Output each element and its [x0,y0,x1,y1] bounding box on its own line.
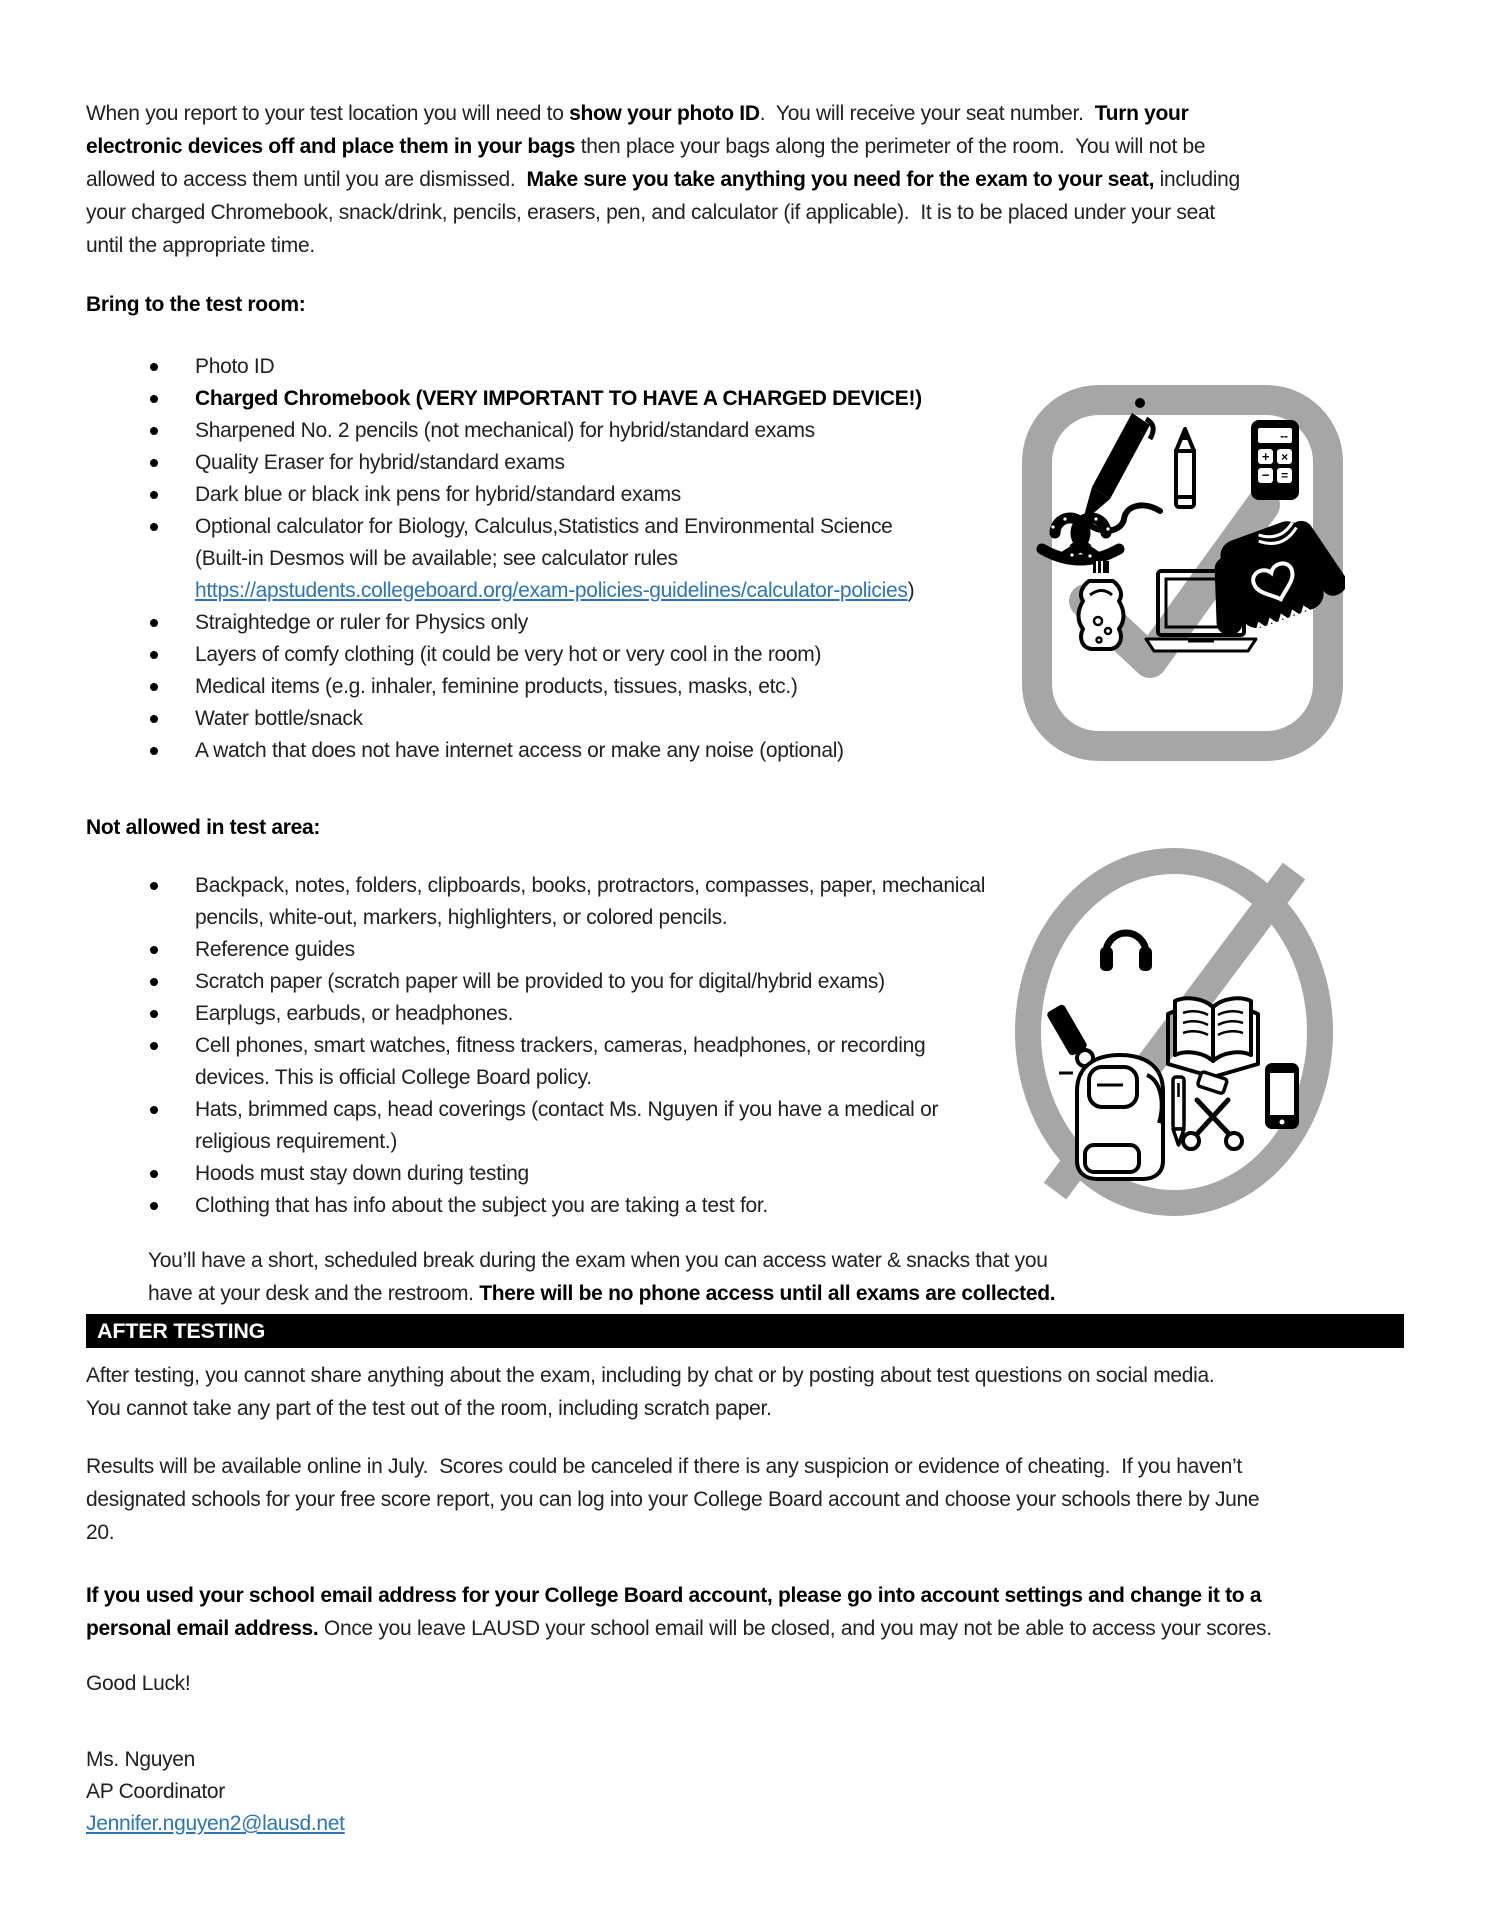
text-line: Backpack, notes, folders, clipboards, books, protractors, compasses, paper, mechanical [195,874,986,897]
list-item [86,511,931,607]
signature-title: AP Coordinator [86,1780,225,1803]
text-line: Hoods must stay down during testing [195,1162,529,1185]
list-item [86,383,931,415]
text-line: Scratch paper (scratch paper will be provided to you for digital/hybrid exams) [195,970,885,993]
list-item [86,1094,986,1158]
text-line: A watch that does not have internet access or make any noise (optional) [195,739,844,762]
calculator-icon [1251,420,1299,500]
text-line: After testing, you cannot share anything about the exam, including by chat or by posting about test questions on social media. [86,1364,1215,1387]
list-item [86,607,931,639]
list-item-text [195,607,528,639]
after-testing-paragraph-1 [86,1359,1404,1425]
hyperlink[interactable]: https://apstudents.collegeboard.org/exam-policies-guidelines/calculator-policies [195,579,908,602]
text-line: Charged Chromebook (VERY IMPORTANT TO HAVE A CHARGED DEVICE!) [195,387,922,410]
bullet-icon [150,998,195,1018]
pretzel-icon [1042,517,1119,560]
list-item-text [195,479,681,511]
open-book-icon [1168,998,1258,1077]
text-line: Photo ID [195,355,275,378]
list-item-text [195,703,363,735]
results-paragraph [86,1450,1404,1549]
calculator-plus-key: + [1261,449,1270,464]
text-line: You’ll have a short, scheduled break during the exam when you can access water & snacks that you [148,1249,1048,1272]
text-line: personal email address. Once you leave LAUSD your school email will be closed, and you may not be able to access your scores. [86,1617,1272,1640]
calculator-equals-key: = [1281,468,1288,483]
signature-block [86,1744,1404,1840]
text-line: Dark blue or black ink pens for hybrid/standard exams [195,483,682,506]
bullet-icon [150,1158,195,1178]
bullet-icon [150,703,195,723]
calculator-multiply-key: × [1281,450,1288,464]
intro-paragraph [86,97,1404,262]
text-line: Straightedge or ruler for Physics only [195,611,528,634]
bring-section-heading: Bring to the test room: [86,293,306,316]
smartphone-icon [1265,1063,1299,1129]
bullet-icon [150,934,195,954]
text-line: Layers of comfy clothing (it could be very hot or very cool in the room) [195,643,822,666]
list-item-text [195,735,844,767]
list-item-text [195,1094,938,1158]
calculator-screen-text: -- [1280,429,1288,443]
scissors-icon [1183,1100,1242,1149]
list-item [86,998,986,1030]
not-allowed-list [86,870,986,1222]
text-line: Earplugs, earbuds, or headphones. [195,1002,514,1025]
pen-icon [1173,1077,1184,1145]
text-line: have at your desk and the restroom. There will be no phone access until all exams are collected. [148,1282,1056,1305]
bullet-icon [150,639,195,659]
list-item [86,671,931,703]
text-line: devices. This is official College Board policy. [195,1066,592,1089]
text-line: 20. [86,1521,115,1544]
bring-list [86,351,931,767]
bullet-icon [150,1094,195,1114]
list-item-text [195,671,798,703]
text-line: https://apstudents.collegeboard.org/exam-policies-guidelines/calculator-policies) [195,579,915,602]
text-line: allowed to access them until you are dismissed. Make sure you take anything you need for the exam to your seat, including [86,168,1240,191]
allowed-items-graphic [1020,383,1345,763]
list-item [86,447,931,479]
list-item-text [195,383,922,415]
list-item [86,703,931,735]
headphones-icon [1100,933,1152,971]
email-link[interactable]: Jennifer.nguyen2@lausd.net [86,1812,345,1835]
not-allowed-section-heading: Not allowed in test area: [86,816,321,839]
list-item [86,966,986,998]
list-item-text [195,511,914,607]
text-line: electronic devices off and place them in your bags then place your bags along the perimeter of the room. You will not be [86,135,1206,158]
list-item [86,415,931,447]
after-testing-banner [86,1314,1404,1348]
pen-icon [1082,398,1160,531]
list-item-text [195,639,821,671]
list-item [86,735,931,767]
bullet-icon [150,966,195,986]
bullet-icon [150,607,195,627]
text-line: (Built-in Desmos will be available; see calculator rules [195,547,678,570]
email-advice-paragraph [86,1579,1404,1645]
list-item-text [195,1158,529,1190]
bullet-icon [150,511,195,531]
text-line: Hats, brimmed caps, head coverings (contact Ms. Nguyen if you have a medical or [195,1098,939,1121]
list-item [86,934,986,966]
text-line: Clothing that has info about the subject you are taking a test for. [195,1194,768,1217]
list-item-text [195,870,985,934]
text-line: Water bottle/snack [195,707,363,730]
bullet-icon [150,671,195,691]
bullet-icon [150,870,195,890]
text-line: designated schools for your free score report, you can log into your College Board account and choose your schools there by June [86,1488,1260,1511]
bullet-icon [150,415,195,435]
bullet-icon [150,1030,195,1050]
text-line: You cannot take any part of the test out of the room, including scratch paper. [86,1397,772,1420]
text-line: Medical items (e.g. inhaler, feminine products, tissues, masks, etc.) [195,675,798,698]
good-luck-text: Good Luck! [86,1672,191,1695]
list-item-text [195,1190,768,1222]
text-line: until the appropriate time. [86,234,315,257]
list-item-text [195,351,274,383]
text-line: Sharpened No. 2 pencils (not mechanical) for hybrid/standard exams [195,419,815,442]
text-line: When you report to your test location you will need to show your photo ID. You will receive your seat number. Turn your [86,102,1189,125]
text-line: Results will be available online in July. Scores could be canceled if there is any suspicion or evidence of cheating. If you haven’t [86,1455,1242,1478]
calculator-minus-key: − [1261,467,1270,483]
text-line: Optional calculator for Biology, Calculus,Statistics and Environmental Science [195,515,893,538]
pencil-icon [1176,429,1194,507]
list-item-text [195,934,355,966]
list-item [86,870,986,934]
list-item-text [195,966,885,998]
list-item [86,1158,986,1190]
list-item-text [195,998,513,1030]
list-item [86,351,931,383]
list-item [86,639,931,671]
list-item-text [195,1030,925,1094]
list-item-text [195,447,565,479]
text-line: Cell phones, smart watches, fitness trackers, cameras, headphones, or recording [195,1034,926,1057]
text-line: If you used your school email address for your College Board account, please go into account settings and change it to a [86,1584,1262,1607]
break-note-paragraph [148,1244,1404,1310]
text-line: Reference guides [195,938,355,961]
list-item [86,479,931,511]
prohibited-items-graphic [1013,845,1335,1220]
bullet-icon [150,383,195,403]
signature-name: Ms. Nguyen [86,1748,196,1771]
bullet-icon [150,351,195,371]
text-line: pencils, white-out, markers, highlighters, or colored pencils. [195,906,728,929]
bullet-icon [150,479,195,499]
bullet-icon [150,1190,195,1210]
after-testing-banner-label: AFTER TESTING [97,1318,266,1343]
list-item-text [195,415,815,447]
water-bottle-icon [1079,561,1124,649]
text-line: Quality Eraser for hybrid/standard exams [195,451,565,474]
bullet-icon [150,735,195,755]
list-item [86,1190,986,1222]
list-item [86,1030,986,1094]
text-line: your charged Chromebook, snack/drink, pencils, erasers, pen, and calculator (if applicable). It is to be placed under your seat [86,201,1215,224]
text-line: religious requirement.) [195,1130,398,1153]
bullet-icon [150,447,195,467]
